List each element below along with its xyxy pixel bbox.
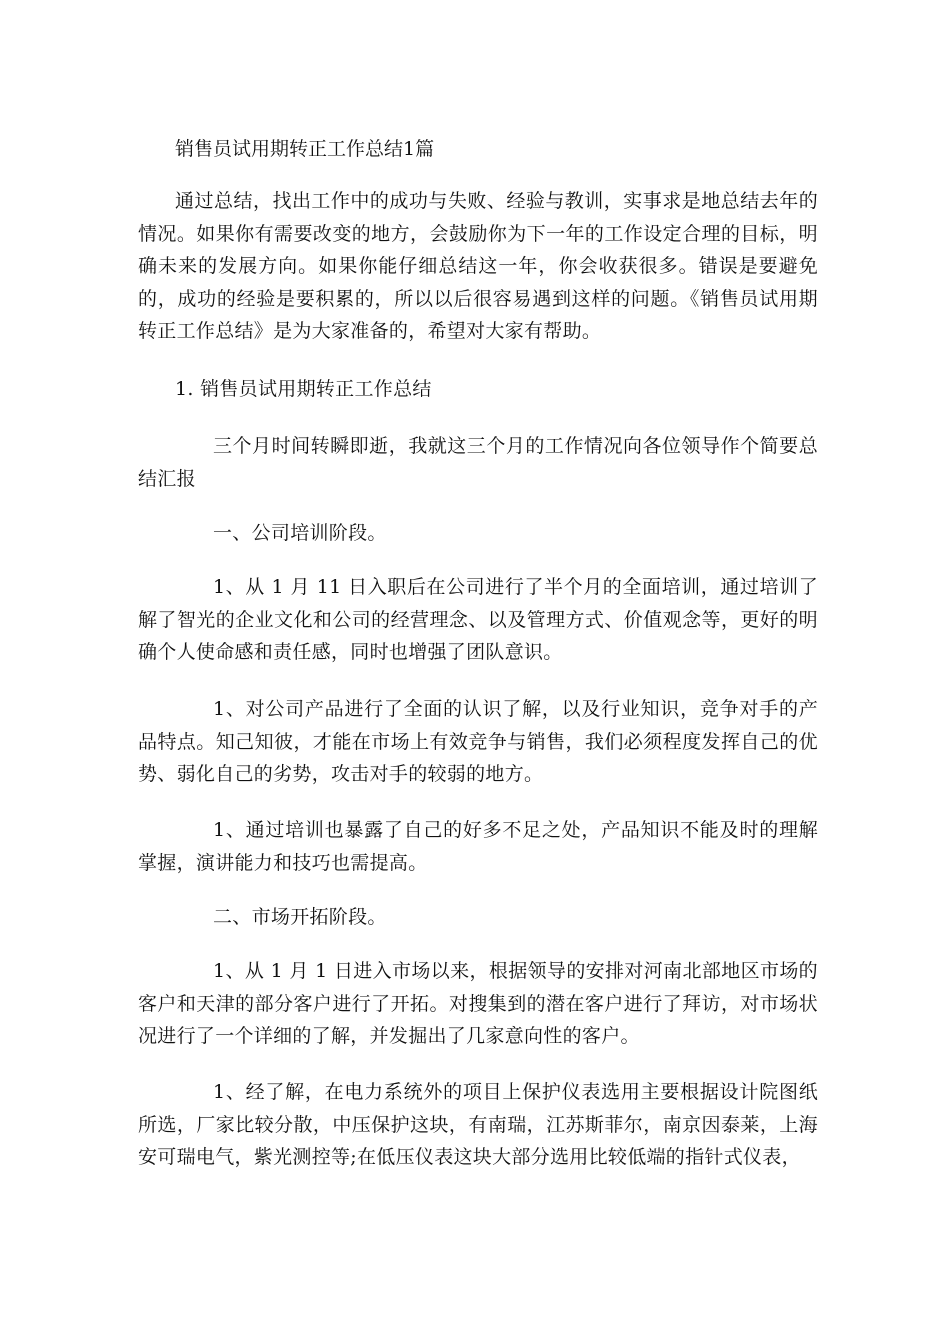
intro-paragraph: 通过总结，找出工作中的成功与失败、经验与教训，实事求是地总结去年的情况。如果你有需要改变的地方，会鼓励你为下一年的工作设定合理的目标，明确未来的发展方向。如果你能仔细总结这一年，你会收获很多。错误是要避免的，成功的经验是要积累的，所以以后很容易遇到这样的问题。《销售员试用期转正工作总结》是为大家准备的，希望对大家有帮助。 (138, 190, 818, 342)
part1-heading: 一、公司培训阶段。 (213, 522, 387, 544)
part2-heading: 二、市场开拓阶段。 (213, 906, 387, 928)
document-title: 销售员试用期转正工作总结1篇 (175, 138, 435, 160)
part2-item: 1、经了解，在电力系统外的项目上保护仪表选用主要根据设计院图纸所选，厂家比较分散，中压保护这块，有南瑞，江苏斯菲尔，南京因泰莱，上海安可瑞电气，紫光测控等;在低压仪表这块大部分选用比较低端的指针式仪表， (138, 1081, 818, 1168)
part1-item: 1、从 1 月 11 日入职后在公司进行了半个月的全面培训，通过培训了解了智光的企业文化和公司的经营理念、以及管理方式、价值观念等，更好的明确个人使命感和责任感，同时也增强了团队意识。 (138, 576, 818, 663)
part2-item: 1、从 1 月 1 日进入市场以来，根据领导的安排对河南北部地区市场的客户和天津的部分客户进行了开拓。对搜集到的潜在客户进行了拜访，对市场状况进行了一个详细的了解，并发掘出了几家意向性的客户。 (138, 960, 818, 1047)
part1-item: 1、对公司产品进行了全面的认识了解，以及行业知识，竞争对手的产品特点。知己知彼，才能在市场上有效竞争与销售，我们必须程度发挥自己的优势、弱化自己的劣势，攻击对手的较弱的地方。 (138, 698, 818, 785)
opening-paragraph: 三个月时间转瞬即逝，我就这三个月的工作情况向各位领导作个简要总结汇报 (138, 435, 818, 490)
section-heading: 1. 销售员试用期转正工作总结 (175, 378, 432, 400)
part1-item: 1、通过培训也暴露了自己的好多不足之处，产品知识不能及时的理解掌握，演讲能力和技巧也需提高。 (138, 819, 818, 874)
